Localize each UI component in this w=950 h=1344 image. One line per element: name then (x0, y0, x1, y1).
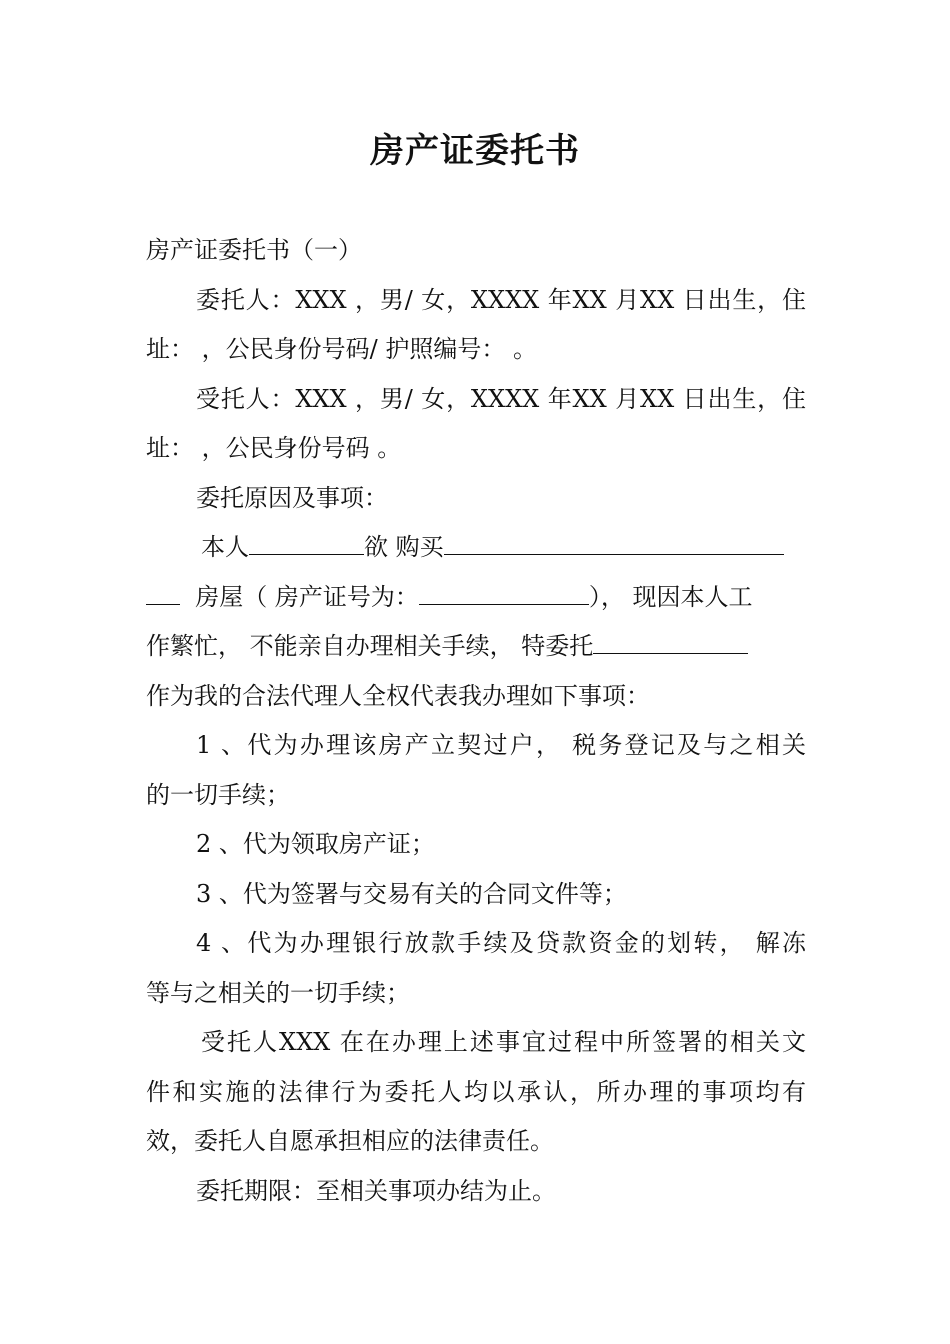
statement-part-5: 作繁忙， 不能亲自办理相关手续， 特委托 (146, 632, 594, 660)
statement-part-2: 欲 购买 (364, 533, 444, 561)
item-1-line-2: 的一切手续； (146, 780, 290, 809)
term-line: 委托期限：至相关事项办结为止。 (196, 1176, 556, 1205)
item-2: 2 、代为领取房产证； (196, 830, 435, 858)
agent-name-blank (593, 626, 748, 654)
item-3: 3 、代为签署与交易有关的合同文件等； (196, 879, 627, 908)
document-body (146, 226, 806, 1216)
principal-paragraph (146, 276, 806, 375)
item-4 (146, 919, 806, 1018)
certificate-number-blank (419, 577, 589, 605)
acknowledgement-line-3: 效，委托人自愿承担相应的法律责任。 (146, 1127, 554, 1155)
reason-heading: 委托原因及事项： (196, 483, 388, 512)
item-4-line-2: 等与之相关的一切手续； (146, 978, 410, 1007)
statement-line-2 (146, 573, 806, 623)
principal-line-2: 址： ，公民身份号码/ 护照编号： 。 (146, 335, 537, 363)
acknowledgement-line-2: 件和实施的法律行为委托人均以承认，所办理的事项均有 (146, 1077, 806, 1106)
buyer-name-blank (249, 527, 364, 555)
acknowledgement-paragraph (146, 1018, 806, 1167)
property-address-blank (444, 527, 784, 555)
statement-part-4: ）， 现因本人工 (588, 582, 753, 611)
item-1-line-1: 1 、代为办理该房产立契过户， 税务登记及与之相关 (196, 731, 806, 759)
statement-line-3 (146, 622, 806, 672)
document-title: 房产证委托书 (370, 131, 580, 171)
acknowledgement-line-1: 受托人XXX 在在办理上述事宜过程中所签署的相关文 (201, 1028, 806, 1056)
item-1 (146, 721, 806, 820)
principal-line-1: 委托人：XXX ，男/ 女，XXXX 年XX 月XX 日出生，住 (196, 285, 806, 314)
statement-line-4: 作为我的合法代理人全权代表我办理如下事项： (146, 681, 650, 710)
statement-part-3: 房屋（ 房产证号为： (195, 582, 419, 611)
agent-paragraph (146, 375, 806, 474)
statement-paragraph (146, 523, 806, 721)
statement-part-1: 本人 (201, 533, 249, 561)
statement-line-1 (146, 523, 806, 573)
item-4-line-1: 4 、代为办理银行放款手续及贷款资金的划转， 解冻 (196, 929, 806, 957)
agent-line-1: 受托人：XXX ，男/ 女，XXXX 年XX 月XX 日出生，住 (196, 384, 806, 413)
property-address-blank-cont (146, 577, 180, 605)
section-heading: 房产证委托书（一） (146, 236, 362, 264)
agent-line-2: 址： ，公民身份号码 。 (146, 434, 402, 462)
